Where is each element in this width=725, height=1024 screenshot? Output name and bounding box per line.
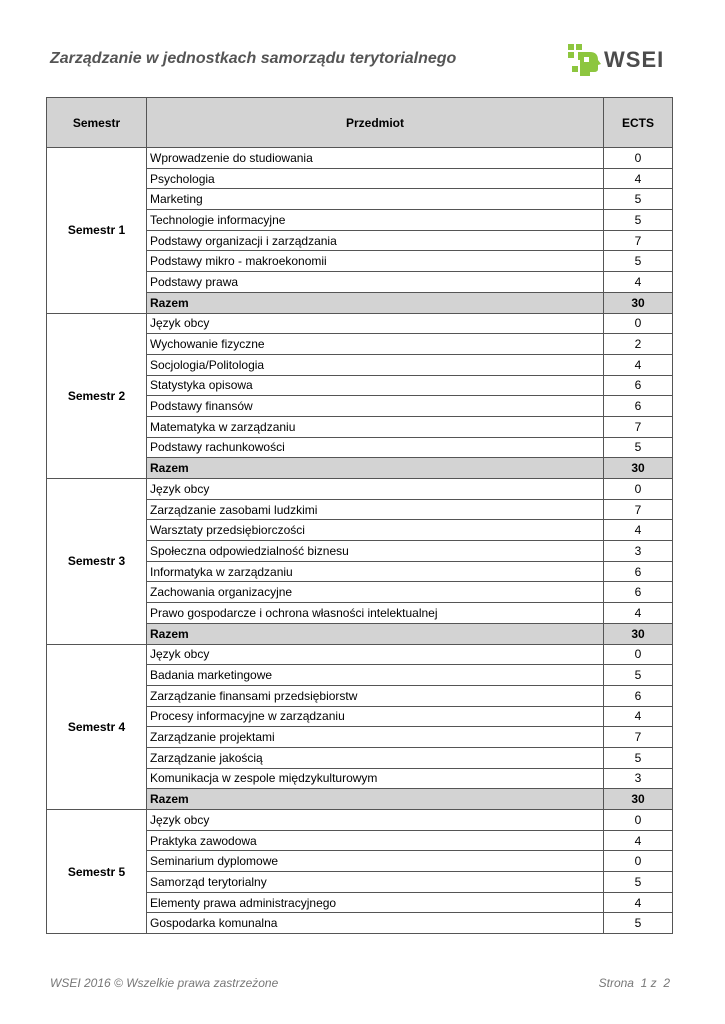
subject-name: Technologie informacyjne bbox=[147, 210, 604, 231]
total-label: Razem bbox=[147, 458, 604, 479]
subject-ects: 7 bbox=[604, 727, 673, 748]
subject-ects: 5 bbox=[604, 872, 673, 893]
subject-ects: 0 bbox=[604, 851, 673, 872]
subject-name: Społeczna odpowiedzialność biznesu bbox=[147, 541, 604, 562]
subject-name: Zachowania organizacyjne bbox=[147, 582, 604, 603]
subject-name: Podstawy rachunkowości bbox=[147, 437, 604, 458]
subject-name: Wychowanie fizyczne bbox=[147, 334, 604, 355]
subject-ects: 4 bbox=[604, 520, 673, 541]
subject-name: Praktyka zawodowa bbox=[147, 830, 604, 851]
semester-label: Semestr 3 bbox=[47, 479, 147, 645]
subject-name: Badania marketingowe bbox=[147, 665, 604, 686]
total-label: Razem bbox=[147, 789, 604, 810]
semester-label: Semestr 4 bbox=[47, 644, 147, 810]
subject-name: Matematyka w zarządzaniu bbox=[147, 416, 604, 437]
total-ects: 30 bbox=[604, 623, 673, 644]
subject-name: Psychologia bbox=[147, 168, 604, 189]
column-header-subject: Przedmiot bbox=[147, 98, 604, 148]
subject-name: Język obcy bbox=[147, 810, 604, 831]
subject-ects: 4 bbox=[604, 706, 673, 727]
table-row bbox=[47, 148, 673, 169]
subject-ects: 0 bbox=[604, 644, 673, 665]
subject-name: Procesy informacyjne w zarządzaniu bbox=[147, 706, 604, 727]
subject-ects: 5 bbox=[604, 665, 673, 686]
subject-name: Zarządzanie projektami bbox=[147, 727, 604, 748]
subject-ects: 4 bbox=[604, 168, 673, 189]
subject-name: Język obcy bbox=[147, 479, 604, 500]
subject-name: Gospodarka komunalna bbox=[147, 913, 604, 934]
subject-ects: 3 bbox=[604, 768, 673, 789]
subject-ects: 7 bbox=[604, 499, 673, 520]
table-body bbox=[47, 148, 673, 934]
subject-ects: 0 bbox=[604, 313, 673, 334]
total-ects: 30 bbox=[604, 789, 673, 810]
subject-name: Zarządzanie jakością bbox=[147, 747, 604, 768]
subject-ects: 5 bbox=[604, 251, 673, 272]
subject-ects: 5 bbox=[604, 747, 673, 768]
subject-ects: 0 bbox=[604, 148, 673, 169]
subject-name: Wprowadzenie do studiowania bbox=[147, 148, 604, 169]
table-row bbox=[47, 479, 673, 500]
subject-name: Socjologia/Politologia bbox=[147, 354, 604, 375]
subject-ects: 6 bbox=[604, 561, 673, 582]
subject-ects: 5 bbox=[604, 913, 673, 934]
subject-ects: 4 bbox=[604, 603, 673, 624]
subject-name: Podstawy finansów bbox=[147, 396, 604, 417]
wsei-logo bbox=[566, 42, 676, 78]
subject-ects: 6 bbox=[604, 582, 673, 603]
semester-label: Semestr 5 bbox=[47, 810, 147, 934]
subject-ects: 2 bbox=[604, 334, 673, 355]
subject-ects: 7 bbox=[604, 416, 673, 437]
subject-name: Seminarium dyplomowe bbox=[147, 851, 604, 872]
subject-name: Statystyka opisowa bbox=[147, 375, 604, 396]
table-row bbox=[47, 810, 673, 831]
subject-ects: 0 bbox=[604, 479, 673, 500]
subject-name: Podstawy organizacji i zarządzania bbox=[147, 230, 604, 251]
subject-ects: 6 bbox=[604, 375, 673, 396]
table-row bbox=[47, 313, 673, 334]
subject-ects: 0 bbox=[604, 810, 673, 831]
subject-ects: 5 bbox=[604, 437, 673, 458]
column-header-ects: ECTS bbox=[604, 98, 673, 148]
column-header-semester: Semestr bbox=[47, 98, 147, 148]
subject-name: Informatyka w zarządzaniu bbox=[147, 561, 604, 582]
table-header-row bbox=[47, 98, 673, 148]
logo-mark-icon bbox=[566, 42, 602, 78]
curriculum-table bbox=[46, 97, 673, 934]
subject-name: Podstawy prawa bbox=[147, 272, 604, 293]
subject-ects: 4 bbox=[604, 830, 673, 851]
subject-name: Język obcy bbox=[147, 644, 604, 665]
footer-copyright: WSEI 2016 © Wszelkie prawa zastrzeżone bbox=[50, 976, 279, 990]
total-ects: 30 bbox=[604, 292, 673, 313]
subject-name: Prawo gospodarcze i ochrona własności intelektualnej bbox=[147, 603, 604, 624]
subject-name: Samorząd terytorialny bbox=[147, 872, 604, 893]
subject-name: Komunikacja w zespole międzykulturowym bbox=[147, 768, 604, 789]
table-row bbox=[47, 644, 673, 665]
footer-page-number: Strona 1 z 2 bbox=[598, 976, 670, 990]
subject-ects: 4 bbox=[604, 354, 673, 375]
subject-ects: 7 bbox=[604, 230, 673, 251]
subject-name: Elementy prawa administracyjnego bbox=[147, 892, 604, 913]
subject-ects: 3 bbox=[604, 541, 673, 562]
subject-name: Warsztaty przedsiębiorczości bbox=[147, 520, 604, 541]
subject-ects: 4 bbox=[604, 892, 673, 913]
subject-ects: 5 bbox=[604, 210, 673, 231]
subject-ects: 4 bbox=[604, 272, 673, 293]
subject-name: Marketing bbox=[147, 189, 604, 210]
total-label: Razem bbox=[147, 292, 604, 313]
document-title: Zarządzanie w jednostkach samorządu terytorialnego bbox=[50, 50, 457, 67]
subject-name: Podstawy mikro - makroekonomii bbox=[147, 251, 604, 272]
subject-name: Język obcy bbox=[147, 313, 604, 334]
total-ects: 30 bbox=[604, 458, 673, 479]
total-label: Razem bbox=[147, 623, 604, 644]
subject-name: Zarządzanie zasobami ludzkimi bbox=[147, 499, 604, 520]
semester-label: Semestr 2 bbox=[47, 313, 147, 479]
subject-name: Zarządzanie finansami przedsiębiorstw bbox=[147, 685, 604, 706]
subject-ects: 5 bbox=[604, 189, 673, 210]
logo-text: WSEI bbox=[604, 47, 665, 72]
subject-ects: 6 bbox=[604, 396, 673, 417]
semester-label: Semestr 1 bbox=[47, 148, 147, 314]
subject-ects: 6 bbox=[604, 685, 673, 706]
